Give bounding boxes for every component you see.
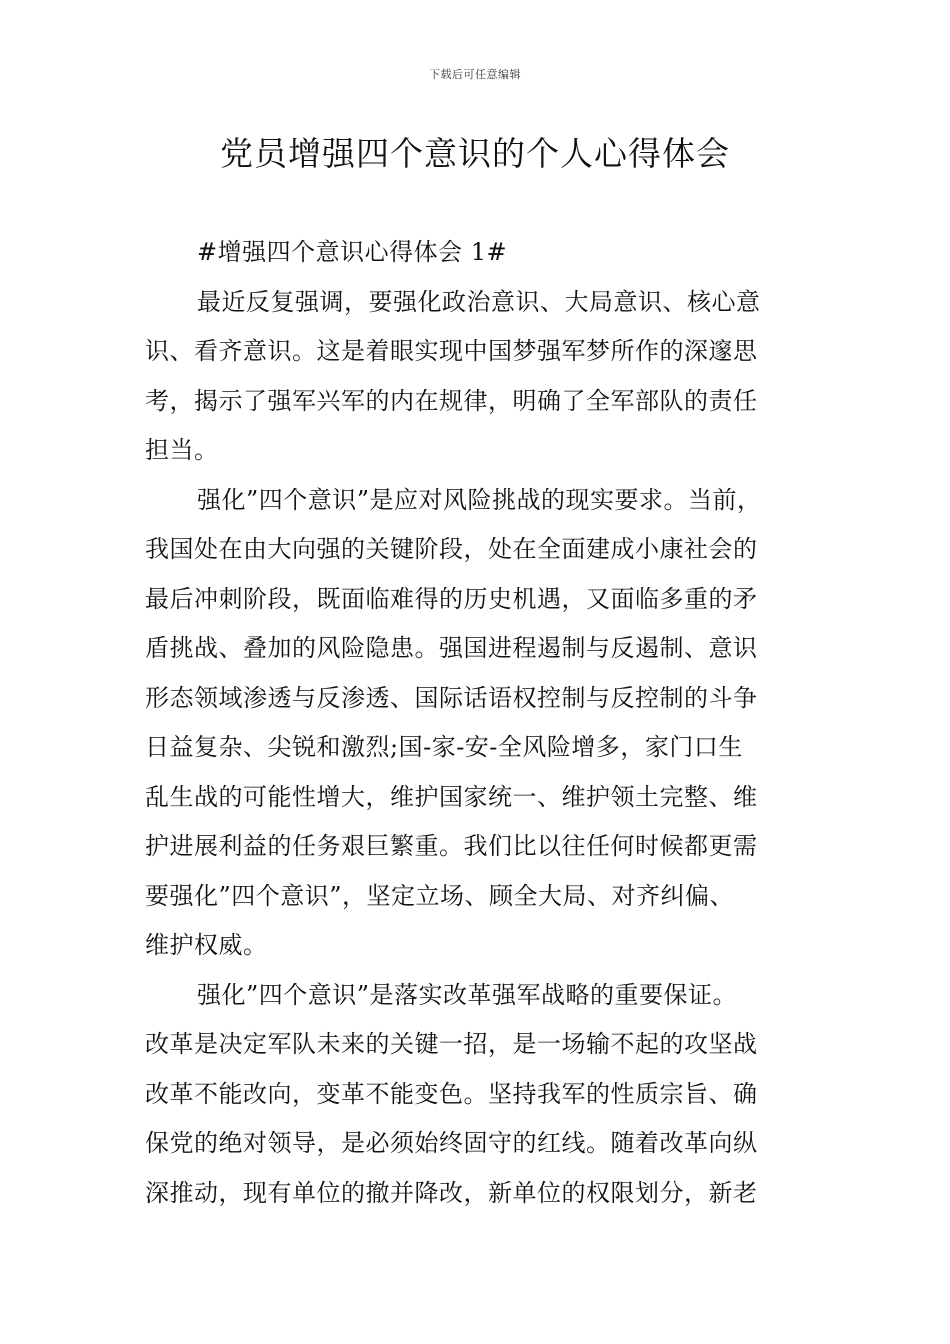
- text-line: 护进展利益的任务艰巨繁重。我们比以往任何时候都更需: [145, 832, 758, 860]
- text-line: 识、看齐意识。这是着眼实现中国梦强军梦所作的深邃思: [145, 337, 758, 365]
- text-line: 担当。: [145, 436, 219, 464]
- text-line: 强化”四个意识”是落实改革强军战略的重要保证。: [197, 980, 738, 1009]
- text-line: 形态领域渗透与反渗透、国际话语权控制与反控制的斗争: [145, 683, 758, 712]
- header-note: 下载后可任意编辑: [429, 68, 521, 81]
- document-body: [145, 228, 809, 1218]
- text-line: 乱生战的可能性增大，维护国家统一、维护领土完整、维: [145, 782, 758, 811]
- text-line: 保党的绝对领导，是必须始终固守的红线。随着改革向纵: [145, 1129, 758, 1157]
- text-line: 盾挑战、叠加的风险隐患。强国进程遏制与反遏制、意识: [145, 634, 758, 662]
- text-line: 最近反复强调，要强化政治意识、大局意识、核心意: [197, 287, 761, 316]
- document-title: 党员增强四个意识的个人心得体会: [220, 134, 730, 173]
- text-line: 改革是决定军队未来的关键一招，是一场输不起的攻坚战: [145, 1030, 758, 1058]
- text-line: 考，揭示了强军兴军的内在规律，明确了全军部队的责任: [145, 386, 758, 415]
- text-line: 日益复杂、尖锐和激烈;国-家-安-全风险增多，家门口生: [145, 733, 743, 761]
- text-line: #增强四个意识心得体会 1#: [197, 238, 508, 266]
- text-line: 我国处在由大向强的关键阶段，处在全面建成小康社会的: [145, 535, 758, 563]
- text-line: 最后冲刺阶段，既面临难得的历史机遇，又面临多重的矛: [145, 584, 758, 613]
- text-line: 强化”四个意识”是应对风险挑战的现实要求。当前，: [197, 485, 762, 514]
- text-line: 要强化”四个意识”，坚定立场、顾全大局、对齐纠偏、: [145, 881, 735, 910]
- text-line: 维护权威。: [145, 931, 268, 959]
- text-line: 改革不能改向，变革不能变色。坚持我军的性质宗旨、确: [145, 1079, 758, 1108]
- text-line: 深推动，现有单位的撤并降改，新单位的权限划分，新老: [145, 1178, 758, 1207]
